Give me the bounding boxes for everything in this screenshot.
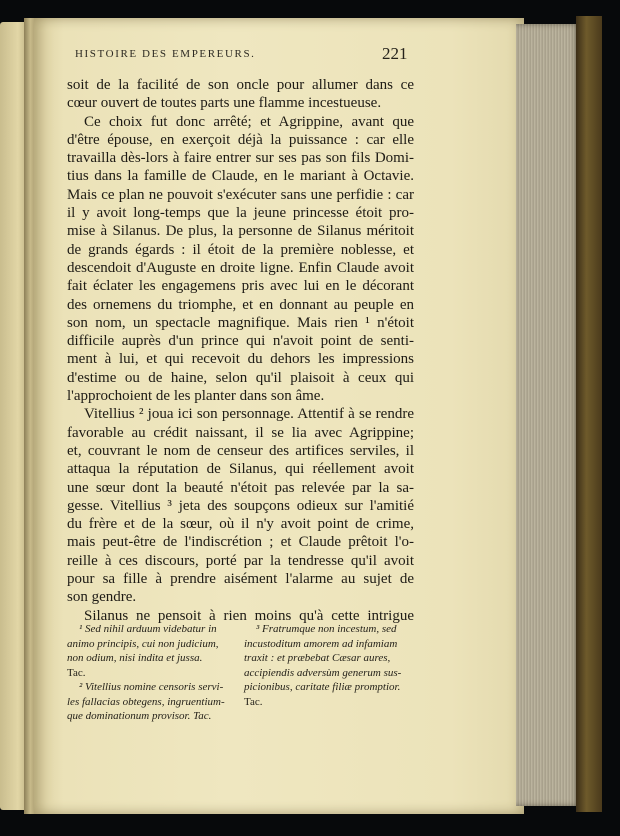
text-line: descendoit d'Auguste en droite ligne. Enfin Claude avoit (67, 259, 414, 276)
footnote-line: Tac. (67, 666, 86, 679)
body-text (67, 76, 414, 625)
text-line: d'estime ou de haine, selon qu'il plaisoit à ceux qui (67, 369, 414, 386)
footnote-line: animo principis, cui non judicium, (67, 637, 219, 650)
text-line: Vitellius ² joua ici son personnage. Attentif à se rendre (84, 406, 414, 423)
footnotes-left (67, 622, 235, 724)
footnote-line: que dominationum provisor. Tac. (67, 710, 212, 722)
footnotes-right (244, 622, 416, 709)
book-cover-edge (576, 16, 602, 812)
text-line: tius dans la famille de Claude, en le mariant à Octavie. (67, 168, 414, 185)
text-line: une sœur dont la beauté n'étoit pas relevée par la sa- (67, 479, 414, 496)
footnote-line: Tac. (244, 695, 263, 708)
footnote-line: non odium, nisi indita et jussa. (67, 652, 203, 664)
text-line: reille à ces discours, porté par la tendresse qu'il avoit (67, 552, 414, 569)
text-line: difficile auprès d'un prince qui n'avoit point de senti- (67, 333, 414, 350)
text-line: gesse. Vitellius ³ jeta des soupçons odieux sur l'amitié (67, 497, 414, 514)
text-line: soit de la facilité de son oncle pour allumer dans ce (67, 77, 414, 93)
footnote-line: ² Vitellius nomine censoris servi- (79, 681, 224, 693)
text-line: fait éclater les engagemens pris avec lui en le décorant (67, 278, 414, 295)
text-line: son nom, un spectacle magnifique. Mais rien ¹ n'étoit (67, 314, 414, 331)
footnote-line: ¹ Sed nihil arduum videbatur in (79, 623, 217, 635)
page-number: 221 (382, 44, 408, 63)
text-line: Silanus ne pensoit à rien moins qu'à cette intrigue (84, 607, 414, 624)
text-line: il y avoit long-temps que la jeune princesse étoit pro- (67, 205, 414, 222)
text-line: ment à lui, et qui recevoit du dehors les impressions (67, 351, 414, 368)
text-line: son gendre. (67, 589, 137, 606)
footnote-line: ³ Fratrumque non incestum, sed (256, 623, 397, 635)
text-line: de grands égards : il étoit de la première noblesse, et (67, 241, 414, 258)
text-line: Ce choix fut donc arrêté; et Agrippine, avant que (84, 113, 414, 130)
text-line: attaqua la réputation de Silanus, qui réellement avoit (67, 461, 414, 478)
text-line: favorable au crédit naissant, il se lia avec Agrippine; (67, 424, 414, 441)
running-head: HISTOIRE DES EMPEREURS. (75, 48, 256, 60)
text-line: mais peut-être de l'indiscrétion ; et Claude prêtoit l'o- (67, 534, 414, 551)
footnote-line: picionibus, caritate filiæ promptior. (244, 681, 401, 693)
text-line: pour sa fille à prendre aisément l'alarme au sujet de (67, 571, 414, 588)
text-line: mise à Silanus. De plus, la personne de Silanus méritoit (67, 223, 414, 240)
text-line: cœur ouvert de toutes parts une flamme incestueuse. (67, 95, 382, 112)
page-block-edge (516, 24, 580, 806)
footnote-line: les fallacias obtegens, ingruentium- (67, 695, 225, 708)
footnote-line: traxit : et præbebat Cæsar aures, (244, 652, 391, 664)
text-line: travailla dès-lors à faire entrer sur ses pas son fils Domi- (67, 150, 414, 167)
footnote-line: incustoditum amorem ad infamiam (244, 637, 398, 650)
text-line: Mais ce plan ne pouvoit s'exécuter sans une perfidie : car (67, 186, 414, 203)
text-line: du frère et de la sœur, où il n'y avoit point de crime, (67, 516, 414, 533)
text-line: l'approchoient de les planter dans son âme. (67, 388, 325, 405)
text-line: et, couvrant le nom de censeur des artifices serviles, il (67, 442, 414, 459)
text-line: des ornemens du triomphe, et en donnant au peuple en (67, 296, 414, 313)
text-line: d'être épouse, en exerçoit déjà la puissance : car elle (67, 131, 414, 148)
footnote-line: accipiendis adversùm generum sus- (244, 666, 402, 679)
